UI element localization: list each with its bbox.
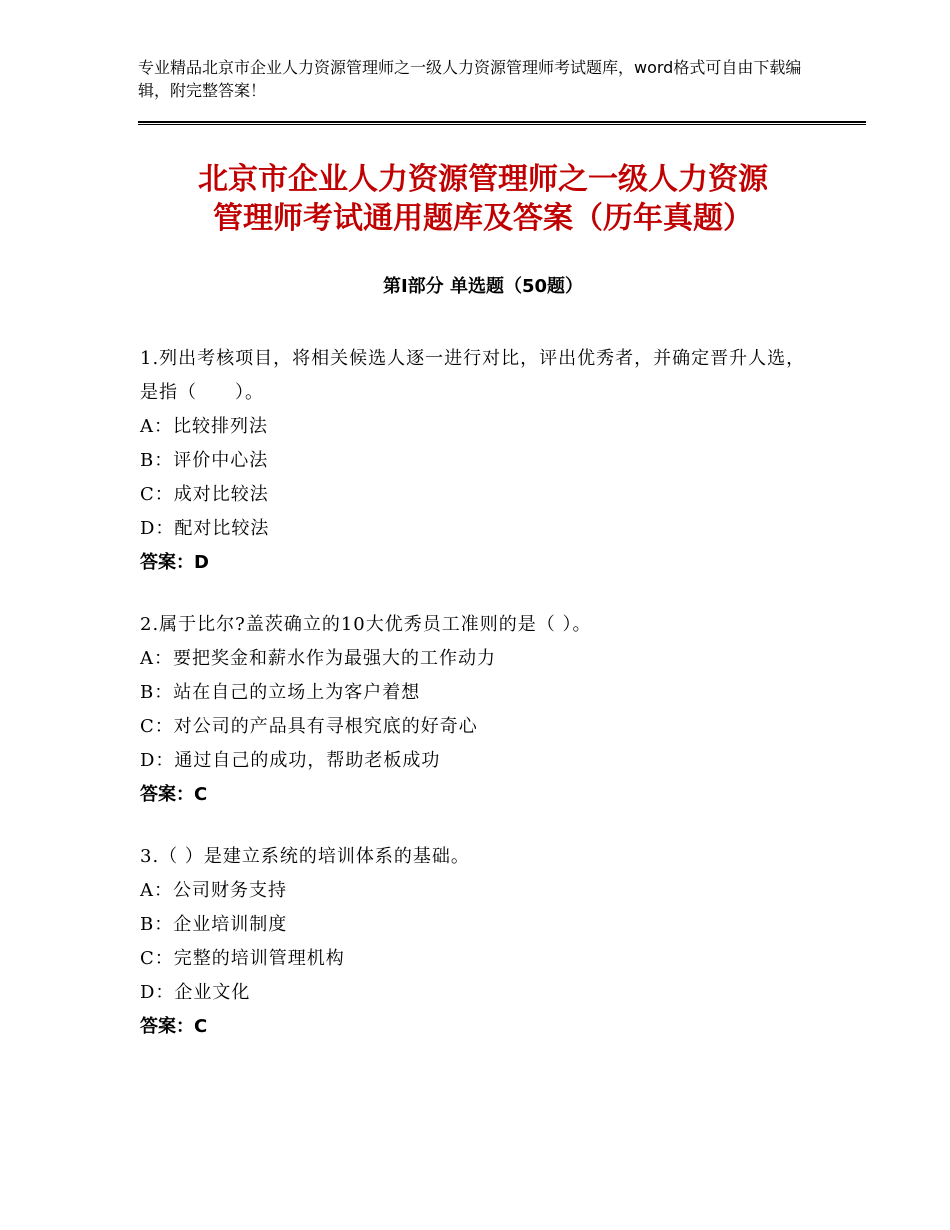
option-a: A：要把奖金和薪水作为最强大的工作动力 [140,648,496,669]
option-d: D：通过自己的成功，帮助老板成功 [140,750,441,771]
question-3 [140,840,820,1044]
option-c: C：完整的培训管理机构 [140,948,345,969]
question-1 [140,342,820,580]
header-note: 专业精品北京市企业人力资源管理师之一级人力资源管理师考试题库，word格式可自由下载编辑，附完整答案！ [138,58,802,100]
option-a: A：比较排列法 [140,416,268,437]
document-title-line-1: 北京市企业人力资源管理师之一级人力资源 [198,162,768,197]
header-divider [138,121,866,125]
option-d: D：企业文化 [140,982,251,1003]
option-c: C：成对比较法 [140,484,269,505]
option-d: D：配对比较法 [140,518,270,539]
answer: 答案：C [140,784,208,805]
question-2 [140,608,820,812]
option-b: B：站在自己的立场上为客户着想 [140,682,421,703]
answer: 答案：C [140,1016,208,1037]
option-b: B：评价中心法 [140,450,269,471]
answer: 答案：D [140,552,209,573]
option-b: B：企业培训制度 [140,914,288,935]
document-title-line-2: 管理师考试通用题库及答案（历年真题） [213,201,753,236]
question-stem: 1.列出考核项目，将相关候选人逐一进行对比，评出优秀者，并确定晋升人选，是指（ ）。 [140,348,806,403]
section-title: 第Ⅰ部分 单选题（50题） [382,276,583,297]
option-a: A：公司财务支持 [140,880,287,901]
option-c: C：对公司的产品具有寻根究底的好奇心 [140,716,478,737]
question-stem: 3.（ ）是建立系统的培训体系的基础。 [140,846,470,867]
document-title [138,160,828,238]
question-stem: 2.属于比尔?盖茨确立的10大优秀员工准则的是（ ）。 [140,614,592,635]
question-list [140,342,820,1072]
